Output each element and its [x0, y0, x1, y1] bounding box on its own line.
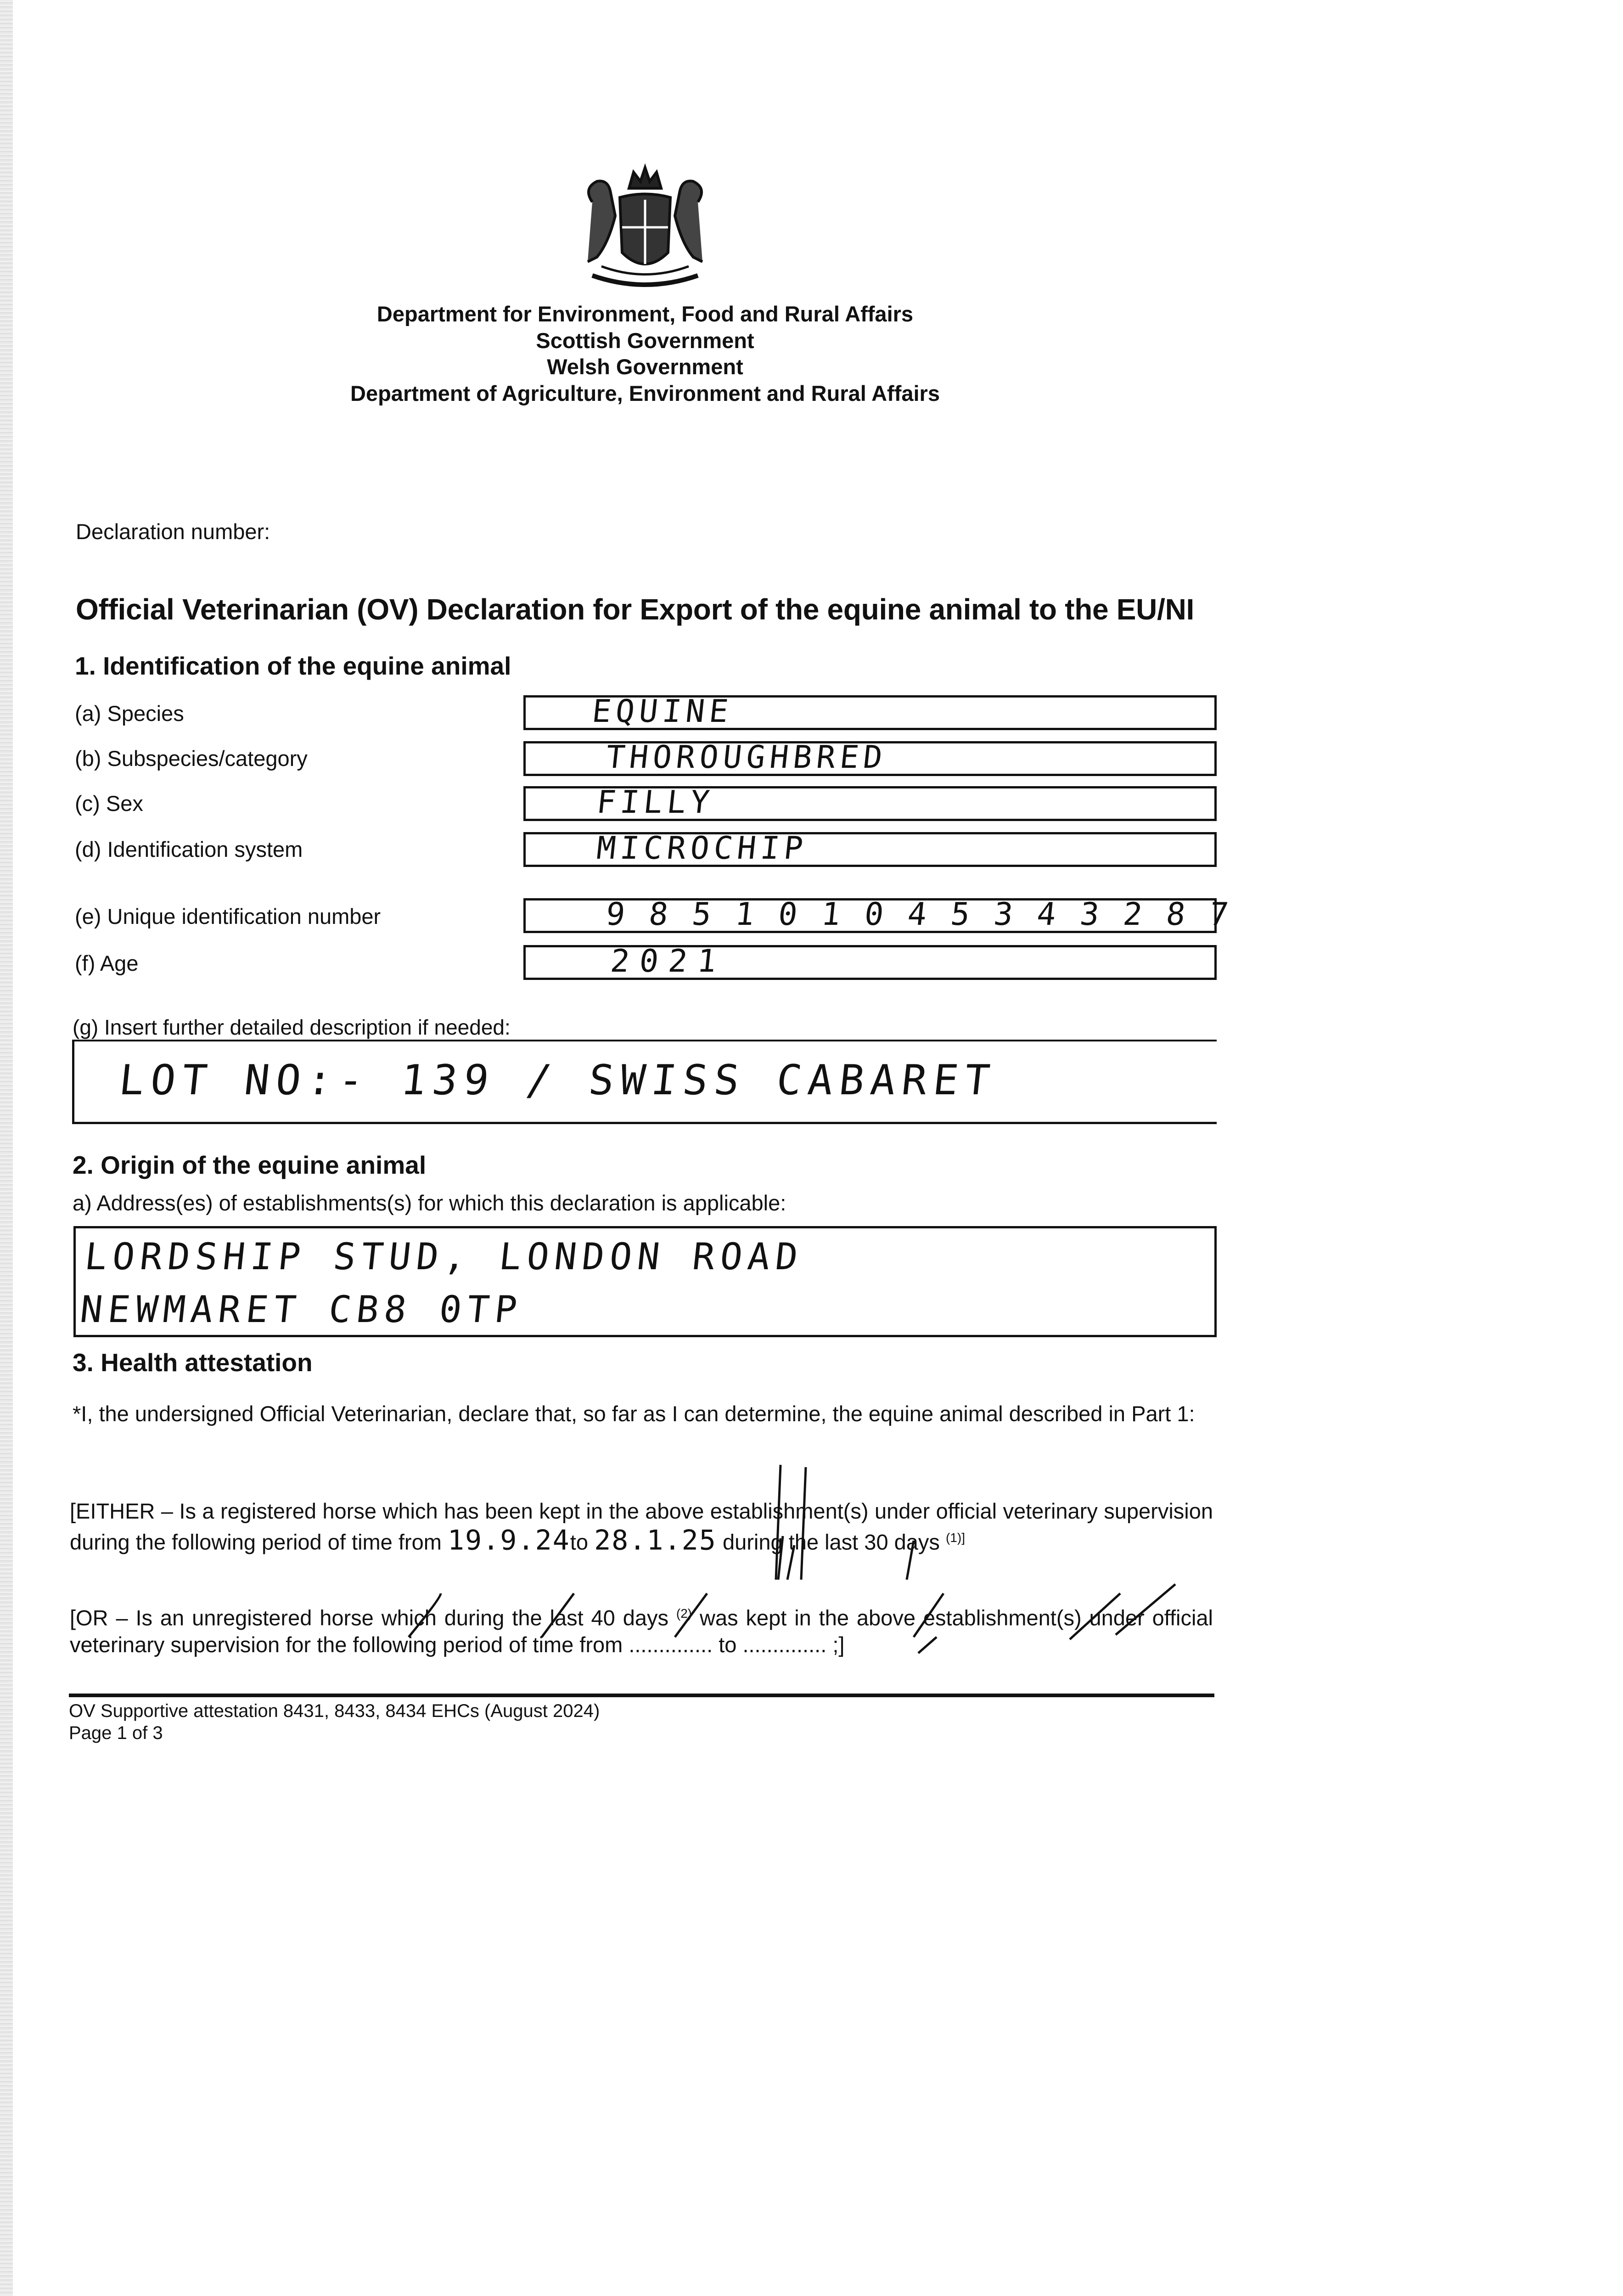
- species-label: (a) Species: [75, 701, 184, 726]
- subspecies-label: (b) Subspecies/category: [75, 746, 308, 771]
- either-text: [EITHER – Is a registered horse which has been kept in the above establishment(s) under official veterinary supervision during the following period of time from: [70, 1499, 1213, 1554]
- or-text-2: was kept in the above establishment(s) under official veterinary supervision for the following period of time from .............. to .............. ;]: [70, 1605, 1213, 1657]
- either-to-word: to: [570, 1530, 588, 1554]
- address-line-2: NEWMARET CB8 0TP: [78, 1288, 525, 1331]
- age-value: 2021: [608, 943, 728, 979]
- section-2-heading: 2. Origin of the equine animal: [73, 1151, 427, 1179]
- further-description-label: (g) Insert further detailed description if needed:: [73, 1015, 511, 1039]
- subspecies-value: THOROUGHBRED: [604, 739, 889, 776]
- or-text: [OR – Is an unregistered horse which during the last 40 days: [70, 1605, 668, 1630]
- species-value: EQUINE: [590, 693, 735, 730]
- section-1-heading: 1. Identification of the equine animal: [75, 652, 511, 680]
- address-line-1: LORDSHIP STUD, LONDON ROAD: [83, 1235, 806, 1278]
- uid-value: 9 8 5 1 0 1 0 4 5 3 4 3 2 8 7: [604, 896, 1233, 933]
- or-footnote: (2): [676, 1606, 692, 1621]
- id-system-label: (d) Identification system: [75, 837, 303, 861]
- footer-attestation: OV Supportive attestation 8431, 8433, 8434 EHCs (August 2024): [69, 1701, 600, 1721]
- either-from-date: 19.9.24: [447, 1524, 570, 1557]
- either-footnote: (1)]: [945, 1531, 965, 1545]
- sex-value: FILLY: [595, 784, 716, 821]
- either-to-date: 28.1.25: [594, 1524, 717, 1557]
- either-tail: during the last 30 days: [723, 1530, 940, 1554]
- department-line-4: Department of Agriculture, Environment and Rural Affairs: [350, 381, 940, 405]
- department-line-1: Department for Environment, Food and Rural Affairs: [376, 302, 914, 326]
- footer-rule: [69, 1694, 1214, 1697]
- department-line-2: Scottish Government: [536, 328, 754, 353]
- department-line-3: Welsh Government: [547, 355, 743, 379]
- ov-declaration-text: *I, the undersigned Official Veterinarian, declare that, so far as I can determine, the equine animal described in Part 1:: [73, 1401, 1195, 1426]
- id-system-value: MICROCHIP: [595, 830, 809, 867]
- declaration-number-label: Declaration number:: [76, 519, 270, 544]
- age-label: (f) Age: [75, 951, 139, 975]
- footer-page-number: Page 1 of 3: [69, 1723, 163, 1743]
- section-3-heading: 3. Health attestation: [73, 1348, 313, 1377]
- further-description-value: LOT NO:- 139 / SWISS CABARET: [117, 1056, 999, 1104]
- sex-label: (c) Sex: [75, 791, 143, 816]
- document-title: Official Veterinarian (OV) Declaration for Export of the equine animal to the EU/NI: [76, 593, 1194, 626]
- address-label: a) Address(es) of establishments(s) for which this declaration is applicable:: [73, 1191, 786, 1215]
- uid-label: (e) Unique identification number: [75, 904, 381, 929]
